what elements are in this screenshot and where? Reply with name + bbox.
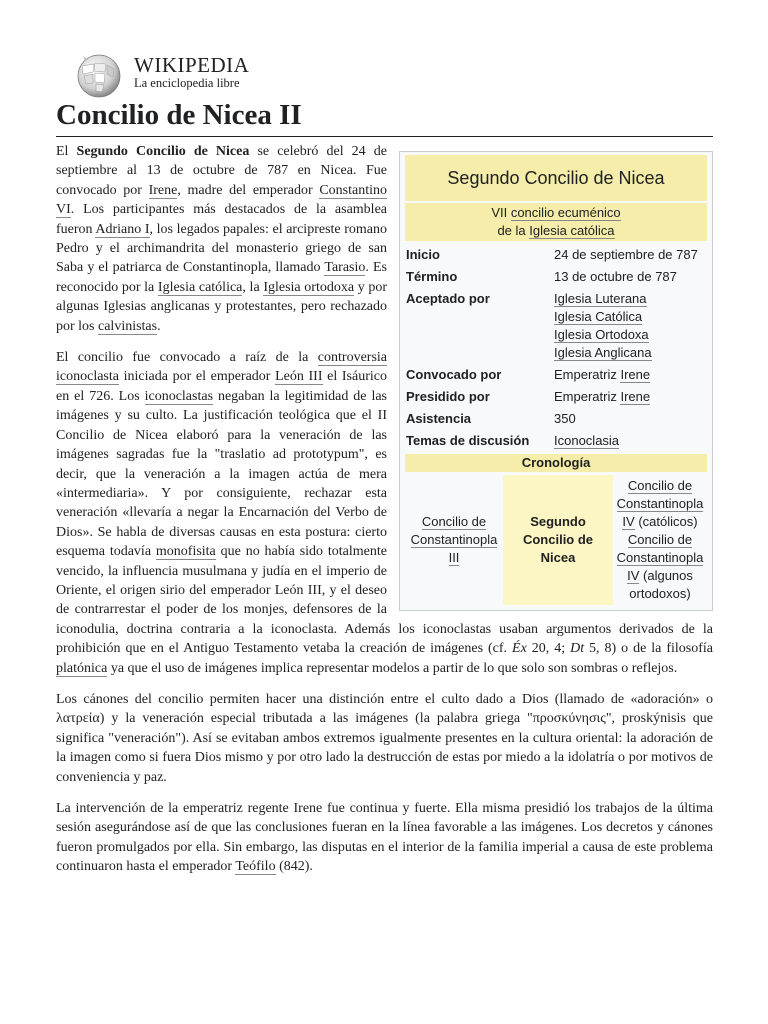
infobox-row (405, 408, 707, 430)
site-brand[interactable] (134, 54, 249, 91)
timeline-current (503, 475, 613, 605)
infobox-row-value: 24 de septiembre de 787 (554, 247, 698, 262)
wiki-link[interactable]: monofisita (155, 544, 216, 560)
timeline-next (613, 475, 707, 605)
wiki-link[interactable]: Concilio de Constantinopla IV (616, 532, 704, 583)
wiki-link[interactable]: Tarasio (324, 260, 366, 276)
wiki-link[interactable]: concilio ecuménico (510, 205, 621, 220)
wiki-link[interactable]: Iglesia Anglicana (554, 345, 652, 360)
infobox-row (405, 386, 707, 408)
paragraph-3: Los cánones del concilio permiten hacer una distinción entre el culto dado a Dios (llamado de «adoración» o λατρεία) y la veneración especial tributada a las imágenes (la palabra griega "προσκύνησις", proskýnisis que significa "veneración"). Así se evitaban ambos extremos igualmente presentes en la cultura oriental: la adoración de la imagen como si fuera Dios mismo y por otro lado la destrucción de estas por miedo a la idolatría o por motivos de conveniencia y paz. (56, 691, 713, 785)
wiki-link[interactable]: iconoclastas (144, 388, 214, 404)
infobox-row-label: Presidido por (406, 389, 490, 404)
wiki-link[interactable]: Iglesia católica (157, 279, 243, 295)
article-content (56, 142, 713, 889)
wiki-link[interactable]: Concilio de Constantinopla IV (616, 478, 704, 529)
infobox-row-label: Aceptado por (406, 291, 490, 306)
infobox-row-value (553, 288, 707, 364)
wiki-link[interactable]: Iglesia Luterana (554, 291, 647, 306)
title-divider (56, 136, 713, 137)
italic-text: Éx (512, 641, 527, 657)
wiki-link[interactable]: Iglesia Católica (554, 309, 643, 324)
wiki-link[interactable]: Iconoclasia (554, 433, 620, 448)
infobox-row-value: Emperatriz Irene (554, 389, 651, 404)
wiki-link[interactable]: Adriano I (95, 221, 150, 237)
infobox-row-value: 13 de octubre de 787 (554, 269, 677, 284)
timeline-next-text: Concilio de Constantinopla IV (católicos) Concilio de Constantinopla IV (algunos ortodoxos) (616, 478, 704, 601)
italic-text: Dt (570, 641, 585, 657)
wiki-link[interactable]: Irene (620, 389, 651, 404)
wiki-link[interactable]: Iglesia Ortodoxa (554, 327, 649, 342)
paragraph-4: La intervención de la emperatriz regente Irene fue continua y fuerte. Ella misma presidió los trabajos de la última sesión asegurándose así de que las conclusiones fueran en la línea favorable a las imágenes. Los decretos y cánones fueron promulgados por ella. Sin embargo, las disputas en el interior de la familia imperial a causa de este problema continuaron hasta el emperador Teófilo (842). (56, 801, 713, 875)
paragraph-2: El concilio fue convocado a raíz de la controversia iconoclasta iniciada por el emperador León III el Isáurico en el 726. Los iconoclastas negaban la legitimidad de las imágenes y su culto. La justificación teológica que el II Concilio de Nicea elaboró para la veneración de las imágenes sagradas fue la "traslatio ad prototypum", es decir, que la veneración a la imagen actúa de mera «intermediaria». Y por consiguiente, rechazar esta veneración «llevaría a negar la Encarnación del Verbo de Dios». Se habla de diversas causas en esta postura: cierto esquema todavía monofisita que no había sido totalmente vencido, la influencia musulmana y judía en el imperio de Oriente, el origen sirio del emperador León III, y el deseo de contrarrestar el poder de los monjes, defensores de la iconodulia, doctrina contraria a la iconoclasta. Además los iconoclastas usaban argumentos derivados de la prohibición que en el Antiguo Testamento vetaba la creación de imágenes (cf. Éx 20, 4; Dt 5, 8) o de la filosofía platónica ya que el uso de imágenes implica representar modelos a partir de lo que solo son sombras o reflejos. (56, 350, 714, 676)
infobox-title: Segundo Concilio de Nicea (405, 155, 707, 201)
infobox-row (405, 244, 707, 266)
wiki-link[interactable]: Teófilo (235, 859, 276, 875)
infobox-row-value (553, 430, 707, 452)
bold-text: Segundo Concilio de Nicea (76, 144, 250, 159)
infobox-subtitle-line: de la Iglesia católica (497, 223, 615, 238)
infobox-row-value: Emperatriz Irene (554, 367, 651, 382)
infobox-row (405, 266, 707, 288)
wiki-link[interactable]: Irene (148, 182, 178, 198)
site-tagline: La enciclopedia libre (134, 76, 240, 90)
wiki-link[interactable]: Constantino VI (56, 182, 387, 218)
infobox-row-label: Temas de discusión (406, 433, 530, 448)
timeline-previous-text (407, 513, 501, 567)
wikipedia-globe-icon[interactable] (74, 52, 124, 98)
infobox-row (405, 364, 707, 386)
wiki-link[interactable]: Iglesia católica (529, 223, 615, 238)
infobox-row-value: 350 (554, 411, 576, 426)
infobox-subtitle (405, 203, 707, 241)
wiki-link[interactable]: platónica (56, 660, 108, 676)
wiki-link[interactable]: Iglesia ortodoxa (263, 279, 355, 295)
infobox-timeline (405, 475, 707, 605)
timeline-previous (405, 475, 503, 605)
paragraph-1: El Segundo Concilio de Nicea se celebró del 24 de septiembre al 13 de octubre de 787 en Nicea. Fue convocado por Irene, madre del emperador Constantino VI. Los participantes más destacados de la asamblea fueron Adriano I, los legados papales: el arcipreste romano Pedro y el archimandrita del monasterio griego de san Saba y el patriarca de Constantinopla, llamado Tarasio. Es reconocido por la Iglesia católica, la Iglesia ortodoxa y por algunas Iglesias anglicanas y protestantes, pero rechazado por los calvinistas. (56, 144, 388, 334)
page-title: Concilio de Nicea II (56, 99, 302, 131)
infobox-row-label: Asistencia (406, 411, 472, 426)
infobox-row-label: Inicio (406, 247, 440, 262)
timeline-current-text: Segundo Concilio de Nicea (522, 514, 594, 565)
wiki-link[interactable]: controversia iconoclasta (56, 350, 387, 385)
infobox-table (405, 244, 707, 452)
infobox-chronology-header: Cronología (405, 454, 707, 472)
wiki-link[interactable]: León III (275, 369, 323, 385)
infobox-row (405, 430, 707, 452)
infobox-row-label: Convocado por (406, 367, 502, 382)
wiki-link[interactable]: calvinistas (98, 318, 158, 334)
wiki-link[interactable]: Irene (620, 367, 651, 382)
infobox-subtitle-line: VII concilio ecuménico (491, 205, 621, 220)
infobox-row (405, 288, 707, 364)
wiki-link[interactable]: Concilio de Constantinopla III (410, 514, 498, 565)
infobox (399, 151, 713, 611)
infobox-row-label: Término (406, 269, 458, 284)
site-name: WIKIPEDIA (134, 53, 250, 77)
